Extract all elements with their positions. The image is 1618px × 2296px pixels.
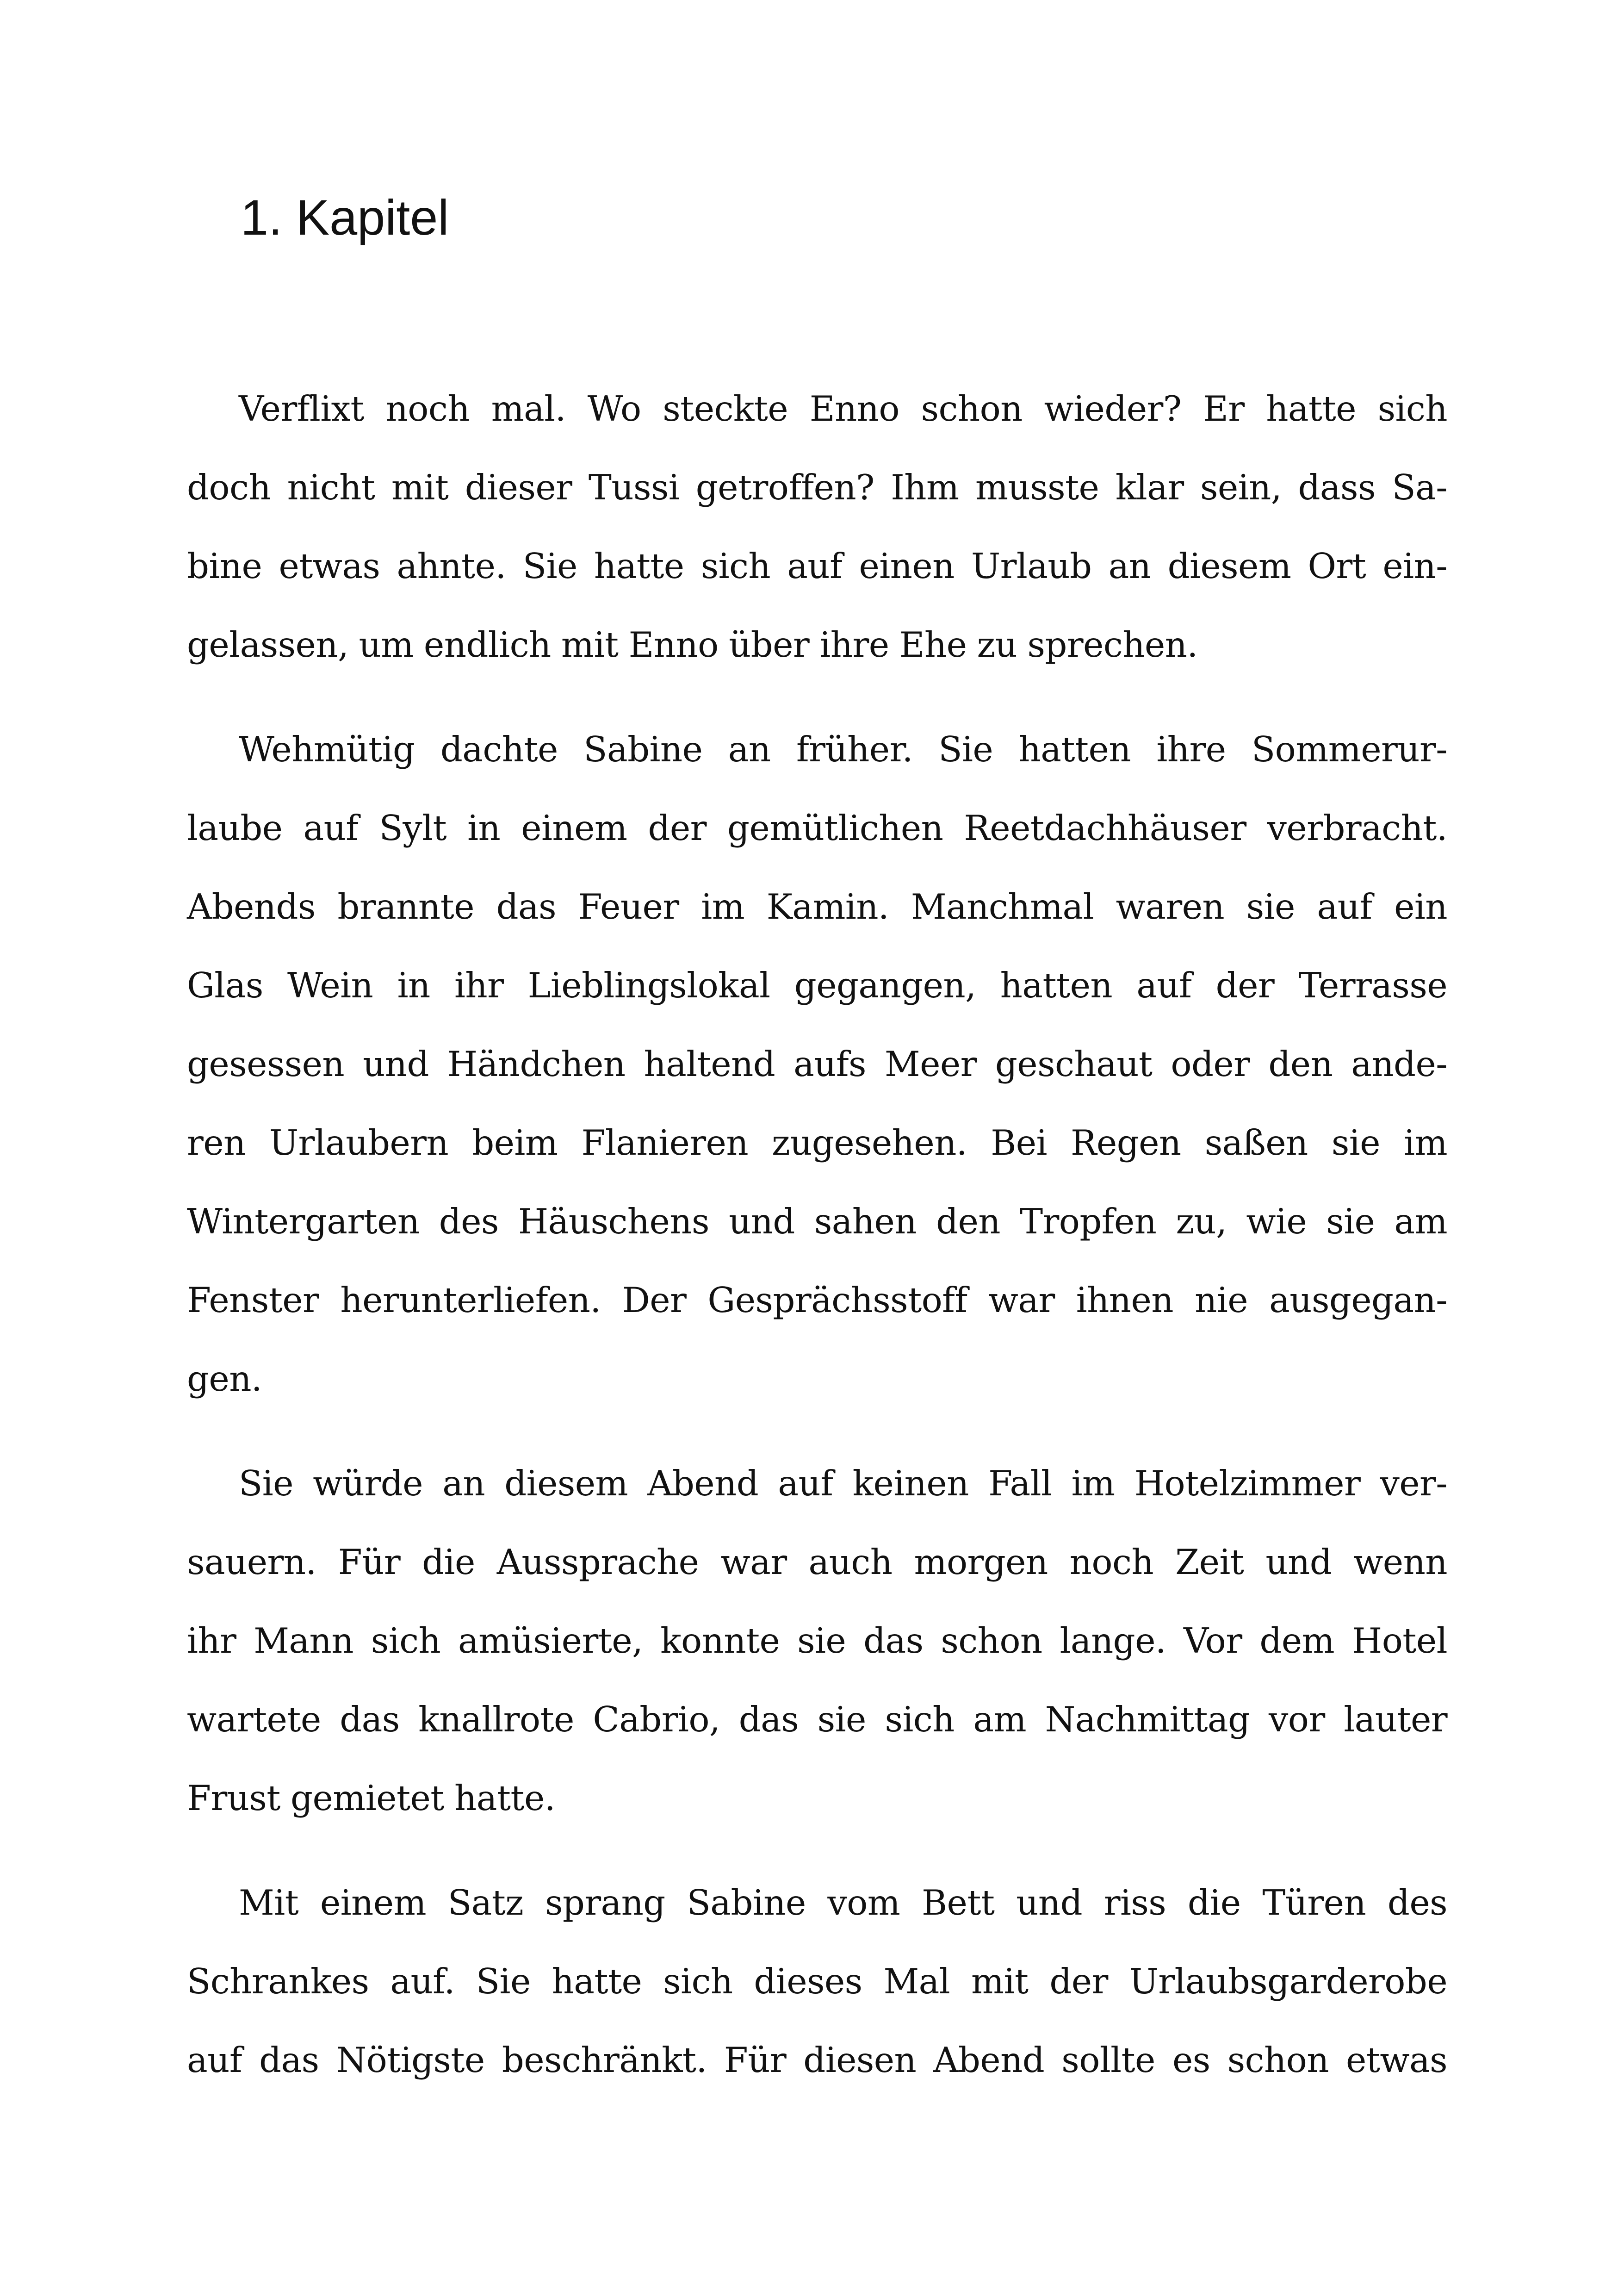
chapter-title: 1. Kapitel [241, 189, 449, 245]
text-line: wartete das knallrote Cabrio, das sie sich am Nachmittag vor lauter [187, 1699, 1447, 1740]
text-line: Fenster herunterliefen. Der Gesprächsstoff war ihnen nie ausgegan- [187, 1280, 1447, 1320]
text-line: Schrankes auf. Sie hatte sich dieses Mal mit der Urlaubsgarderobe [187, 1961, 1447, 2002]
text-line: laube auf Sylt in einem der gemütlichen Reetdachhäuser verbracht. [187, 808, 1447, 848]
text-line: Glas Wein in ihr Lieblingslokal gegangen, hatten auf der Terrasse [187, 965, 1447, 1006]
text-line: sauern. Für die Aussprache war auch morgen noch Zeit und wenn [187, 1542, 1447, 1582]
chapter-body [187, 369, 1447, 2099]
text-line: Frust gemietet hatte. [187, 1778, 555, 1818]
paragraph [187, 710, 1447, 1418]
text-line: bine etwas ahnte. Sie hatte sich auf einen Urlaub an diesem Ort ein- [187, 546, 1447, 586]
text-line: Mit einem Satz sprang Sabine vom Bett und riss die Türen des [239, 1882, 1447, 1923]
text-line: gesessen und Händchen haltend aufs Meer geschaut oder den ande- [187, 1044, 1447, 1084]
paragraph-spacer [187, 1418, 1447, 1444]
text-line: Wehmütig dachte Sabine an früher. Sie hatten ihre Sommerur- [239, 729, 1447, 770]
text-line: gelassen, um endlich mit Enno über ihre Ehe zu sprechen. [187, 624, 1198, 665]
paragraph [187, 369, 1447, 684]
text-line: gen. [187, 1358, 262, 1399]
paragraph [187, 1863, 1447, 2099]
text-line: ihr Mann sich amüsierte, konnte sie das schon lange. Vor dem Hotel [187, 1620, 1447, 1661]
text-line: auf das Nötigste beschränkt. Für diesen Abend sollte es schon etwas [187, 2040, 1447, 2080]
text-line: Verflixt noch mal. Wo steckte Enno schon wieder? Er hatte sich [239, 388, 1447, 429]
paragraph [187, 1444, 1447, 1837]
text-line: Sie würde an diesem Abend auf keinen Fall im Hotelzimmer ver- [239, 1463, 1447, 1504]
paragraph-spacer [187, 1837, 1447, 1863]
text-line: Wintergarten des Häuschens und sahen den Tropfen zu, wie sie am [187, 1201, 1447, 1242]
text-line: Abends brannte das Feuer im Kamin. Manchmal waren sie auf ein [187, 886, 1447, 927]
text-line: doch nicht mit dieser Tussi getroffen? Ihm musste klar sein, dass Sa- [187, 467, 1447, 508]
paragraph-spacer [187, 684, 1447, 710]
text-line: ren Urlaubern beim Flanieren zugesehen. Bei Regen saßen sie im [187, 1122, 1447, 1163]
